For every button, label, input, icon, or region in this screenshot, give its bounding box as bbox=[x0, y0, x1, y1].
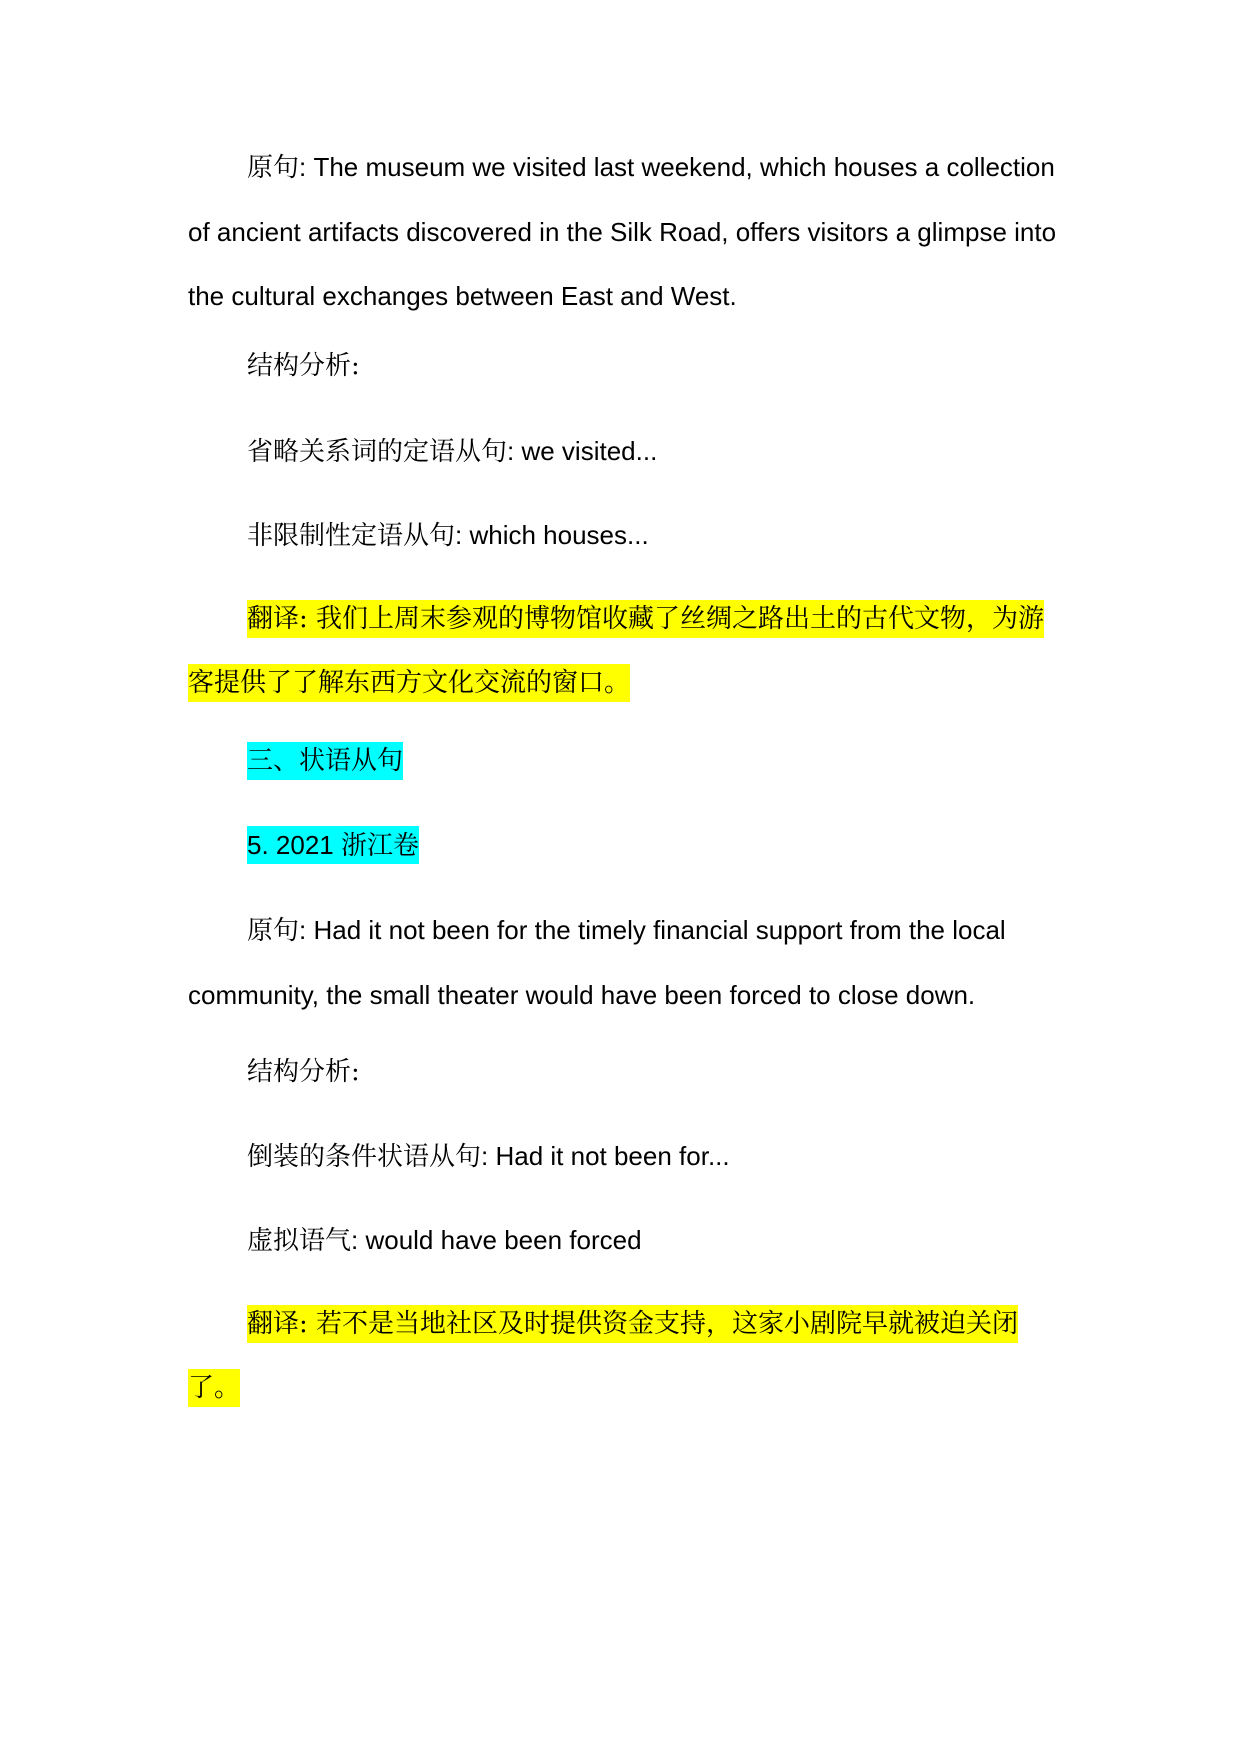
analysis-text: : Had it not been for... bbox=[481, 1141, 730, 1171]
exam-name: 浙江卷 bbox=[340, 831, 419, 861]
analysis-line-1 bbox=[188, 419, 1068, 484]
analysis-line-4 bbox=[188, 1208, 1068, 1273]
section-heading bbox=[188, 729, 1068, 793]
original-sentence-1 bbox=[188, 135, 1068, 328]
analysis-line-2 bbox=[188, 503, 1068, 568]
exam-number: 5. 2021 bbox=[247, 830, 341, 860]
analysis-label: 倒装的条件状语从句 bbox=[247, 1142, 482, 1172]
original-text: : The museum we visited last weekend, which houses a collection of ancient artifacts discovered in the Silk Road, offers visitors a glimpse into the cultural exchanges between East and West. bbox=[188, 152, 1057, 311]
analysis-label: 非限制性定语从句 bbox=[247, 521, 456, 551]
analysis-label: 虚拟语气 bbox=[247, 1226, 352, 1256]
analysis-text: : which houses... bbox=[455, 520, 649, 550]
original-label: 原句 bbox=[247, 153, 300, 183]
exam-source bbox=[247, 826, 419, 864]
analysis-text: : would have been forced bbox=[351, 1225, 642, 1255]
translation-text: 翻译: 我们上周末参观的博物馆收藏了丝绸之路出土的古代文物，为游客提供了了解东西方文化交流的窗口。 bbox=[188, 600, 1044, 702]
exam-source-heading bbox=[188, 813, 1068, 878]
structure-heading-2: 结构分析: bbox=[247, 1057, 360, 1087]
structure-heading-1: 结构分析: bbox=[247, 351, 360, 381]
translation-1 bbox=[188, 587, 1068, 715]
original-text: : Had it not been for the timely financial support from the local community, the small theater would have been forced to close down. bbox=[188, 915, 1006, 1010]
analysis-line-3 bbox=[188, 1124, 1068, 1189]
analysis-text: : we visited... bbox=[507, 436, 658, 466]
section-title: 三、状语从句 bbox=[247, 742, 403, 780]
translation-text: 翻译: 若不是当地社区及时提供资金支持，这家小剧院早就被迫关闭了。 bbox=[188, 1305, 1018, 1407]
original-sentence-2 bbox=[188, 898, 1068, 1027]
translation-2 bbox=[188, 1292, 1068, 1420]
original-label: 原句 bbox=[247, 916, 300, 946]
analysis-label: 省略关系词的定语从句 bbox=[247, 437, 508, 467]
